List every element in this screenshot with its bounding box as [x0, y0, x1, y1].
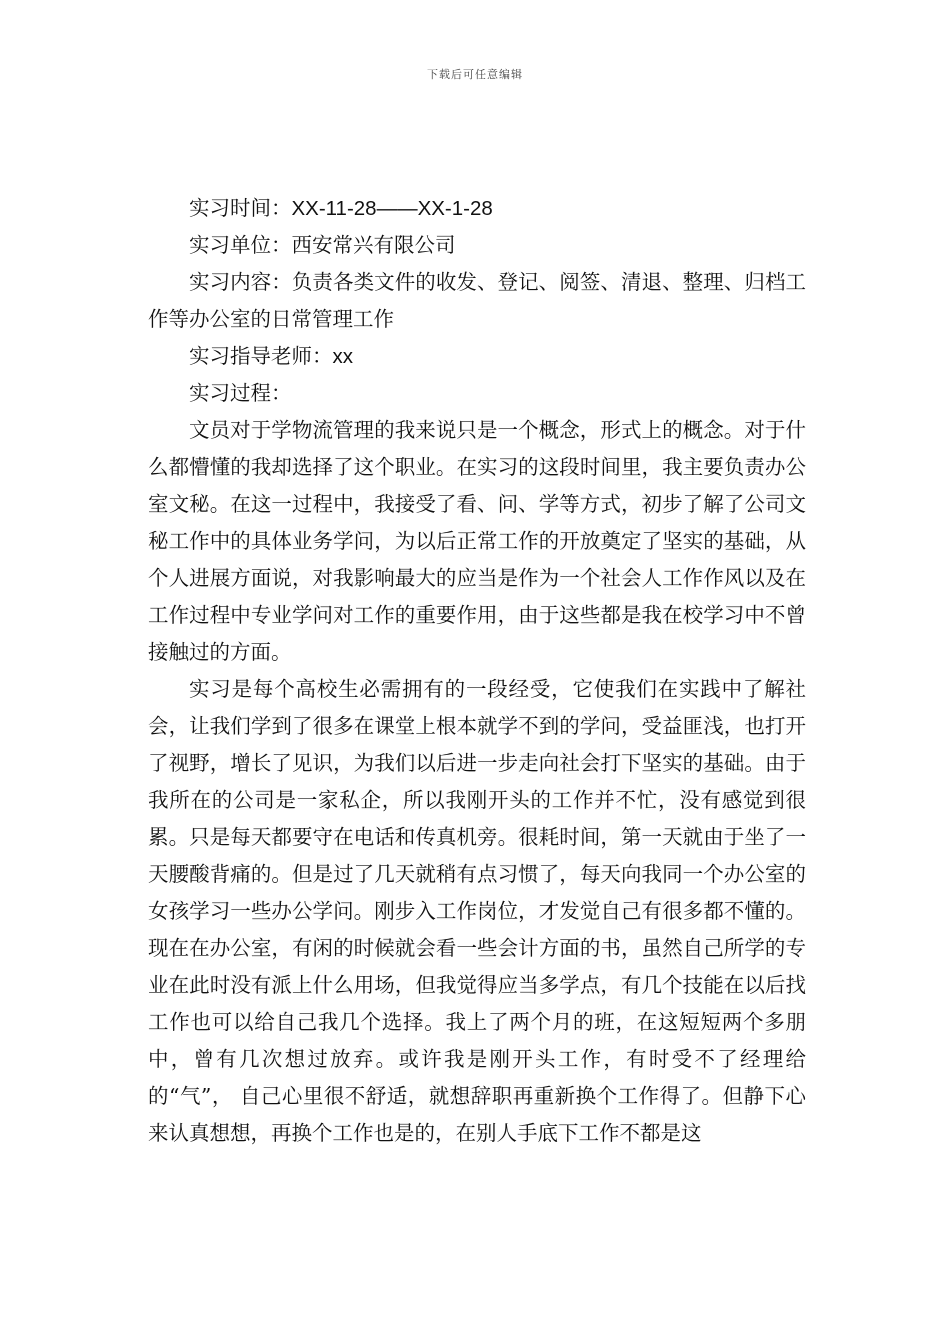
field-internship-content: [148, 264, 806, 338]
field-internship-time: [148, 190, 806, 227]
field-label: 实习指导老师：: [189, 344, 333, 368]
header-note: 下载后可任意编辑: [427, 68, 523, 81]
body-paragraph: 文员对于学物流管理的我来说只是一个概念，形式上的概念。对于什么都懵懂的我却选择了这个职业。在实习的这段时间里，我主要负责办公室文秘。在这一过程中，我接受了看、问、学等方式，初步了解了公司文秘工作中的具体业务学问，为以后正常工作的开放奠定了坚实的基础，从个人进展方面说，对我影响最大的应当是作为一个社会人工作作风以及在工作过程中专业学问对工作的重要作用，由于这些都是我在校学习中不曾接触过的方面。: [148, 418, 806, 664]
document-body: [148, 190, 806, 1152]
field-label: 实习单位：: [189, 233, 292, 257]
field-internship-unit: [148, 227, 806, 264]
field-label: 实习内容：: [189, 270, 292, 294]
field-value: xx: [332, 345, 353, 368]
field-value: 负责各类文件的收发、登记、阅签、清退、整理、归档工作等办公室的日常管理工作: [148, 270, 807, 331]
body-paragraph: 实习是每个高校生必需拥有的一段经受，它使我们在实践中了解社会，让我们学到了很多在课堂上根本就学不到的学问，受益匪浅，也打开了视野，增长了见识，为我们以后进一步走向社会打下坚实的基础。由于我所在的公司是一家私企，所以我刚开头的工作并不忙，没有感觉到很累。只是每天都要守在电话和传真机旁。很耗时间，第一天就由于坐了一天腰酸背痛的。但是过了几天就稍有点习惯了，每天向我同一个办公室的女孩学习一些办公学问。刚步入工作岗位，才发觉自己有很多都不懂的。现在在办公室，有闲的时候就会看一些会计方面的书，虽然自己所学的专业在此时没有派上什么用场，但我觉得应当多学点，有几个技能在以后找工作也可以给自己我几个选择。我上了两个月的班，在这短短两个多朋中，曾有几次想过放弃。或许我是刚开头工作，有时受不了经理给的“气”， 自己心里很不舒适，就想辞职再重新换个工作得了。但静下心来认真想想，再换个工作也是的，在别人手底下工作不都是这: [148, 677, 806, 1145]
field-label: 实习过程：: [189, 381, 292, 405]
field-internship-process: [148, 375, 806, 412]
field-value: XX-11-28——XX-1-28: [291, 197, 493, 220]
field-label: 实习时间：: [189, 196, 292, 220]
field-value: 西安常兴有限公司: [291, 233, 456, 257]
field-internship-supervisor: [148, 338, 806, 375]
